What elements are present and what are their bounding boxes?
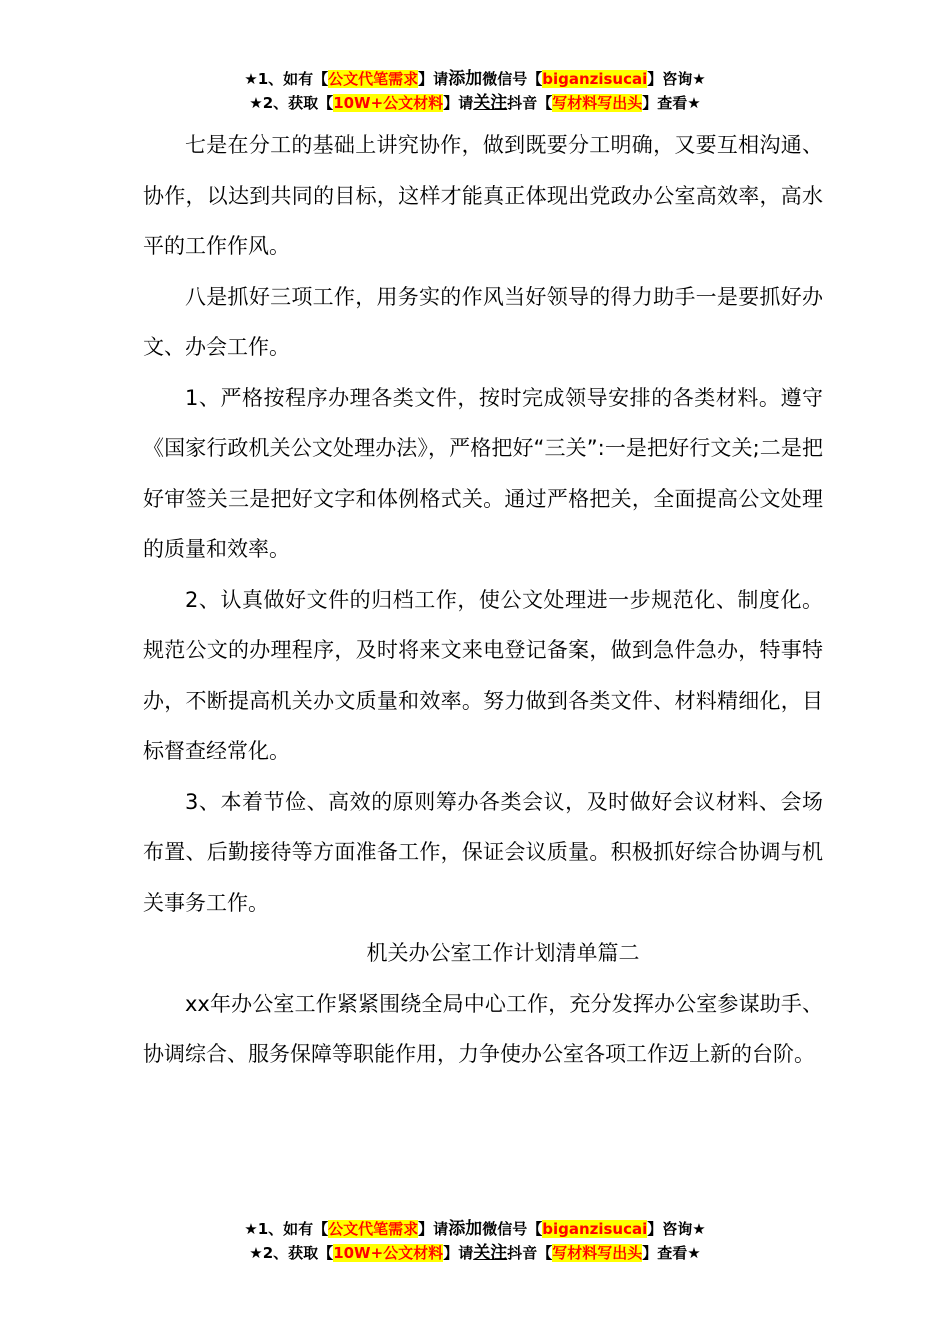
promo-text: ★1、如有【 xyxy=(244,1220,329,1238)
promo-text: ★2、获取【 xyxy=(249,94,334,112)
promo-highlight-service: 公文代笔需求 xyxy=(328,1220,419,1238)
promo-text: 】请 xyxy=(418,1220,449,1238)
promo-emphasis: 添加 xyxy=(448,69,483,89)
promo-highlight-douyin-account: 写材料写出头 xyxy=(552,94,643,112)
paragraph: 七是在分工的基础上讲究协作，做到既要分工明确，又要互相沟通、协作，以达到共同的目标，这样才能真正体现出党政办公室高效率，高水平的工作作风。 xyxy=(143,133,823,258)
promo-emphasis: 添加 xyxy=(448,1219,483,1239)
promo-text: 】请 xyxy=(443,1244,474,1262)
paragraph: 1、严格按程序办理各类文件，按时完成领导安排的各类材料。遵守《国家行政机关公文处理办法》，严格把好“三关”:一是把好行文关;二是把好审签关三是把好文字和体例格式关。通过严格把关，全面提高公文处理的质量和效率。 xyxy=(143,385,823,561)
promo-text: ★1、如有【 xyxy=(244,70,329,88)
promo-highlight-wechat-id: biganzisucai xyxy=(542,70,648,88)
promo-emphasis: 关注 xyxy=(473,1243,508,1263)
promo-line-1 xyxy=(0,67,950,91)
promo-line-2 xyxy=(0,1241,950,1265)
promo-text: 抖音【 xyxy=(507,1244,553,1262)
promo-emphasis: 关注 xyxy=(473,93,508,113)
promo-highlight-wechat-id: biganzisucai xyxy=(542,1220,648,1238)
promo-text: 微信号【 xyxy=(482,70,543,88)
promo-text: 】咨询★ xyxy=(647,1220,706,1238)
promo-text: 】请 xyxy=(443,94,474,112)
promo-text: ★2、获取【 xyxy=(249,1244,334,1262)
promo-line-2 xyxy=(0,91,950,115)
promo-highlight-materials: 10W+公文材料 xyxy=(333,1244,444,1262)
paragraph: 2、认真做好文件的归档工作，使公文处理进一步规范化、制度化。规范公文的办理程序，及时将来文来电登记备案，做到急件急办，特事特办，不断提高机关办文质量和效率。努力做到各类文件、材料精细化，目标督查经常化。 xyxy=(143,587,823,763)
promo-text: 】查看★ xyxy=(642,94,701,112)
section-title: 机关办公室工作计划清单篇二 xyxy=(366,941,640,965)
promo-text: 微信号【 xyxy=(482,1220,543,1238)
paragraph: xx年办公室工作紧紧围绕全局中心工作，充分发挥办公室参谋助手、协调综合、服务保障等职能作用，力争使办公室各项工作迈上新的台阶。 xyxy=(143,991,823,1066)
promo-text: 抖音【 xyxy=(507,94,553,112)
paragraph: 3、本着节俭、高效的原则筹办各类会议，及时做好会议材料、会场布置、后勤接待等方面准备工作，保证会议质量。积极抓好综合协调与机关事务工作。 xyxy=(143,789,823,915)
document-body xyxy=(143,120,823,1080)
promo-banner-top xyxy=(0,67,950,115)
promo-highlight-materials: 10W+公文材料 xyxy=(333,94,444,112)
promo-highlight-douyin-account: 写材料写出头 xyxy=(552,1244,643,1262)
promo-line-1 xyxy=(0,1217,950,1241)
promo-highlight-service: 公文代笔需求 xyxy=(328,70,419,88)
promo-text: 】查看★ xyxy=(642,1244,701,1262)
promo-banner-bottom xyxy=(0,1217,950,1265)
paragraph: 八是抓好三项工作，用务实的作风当好领导的得力助手一是要抓好办文、办会工作。 xyxy=(143,284,823,359)
promo-text: 】咨询★ xyxy=(647,70,706,88)
promo-text: 】请 xyxy=(418,70,449,88)
